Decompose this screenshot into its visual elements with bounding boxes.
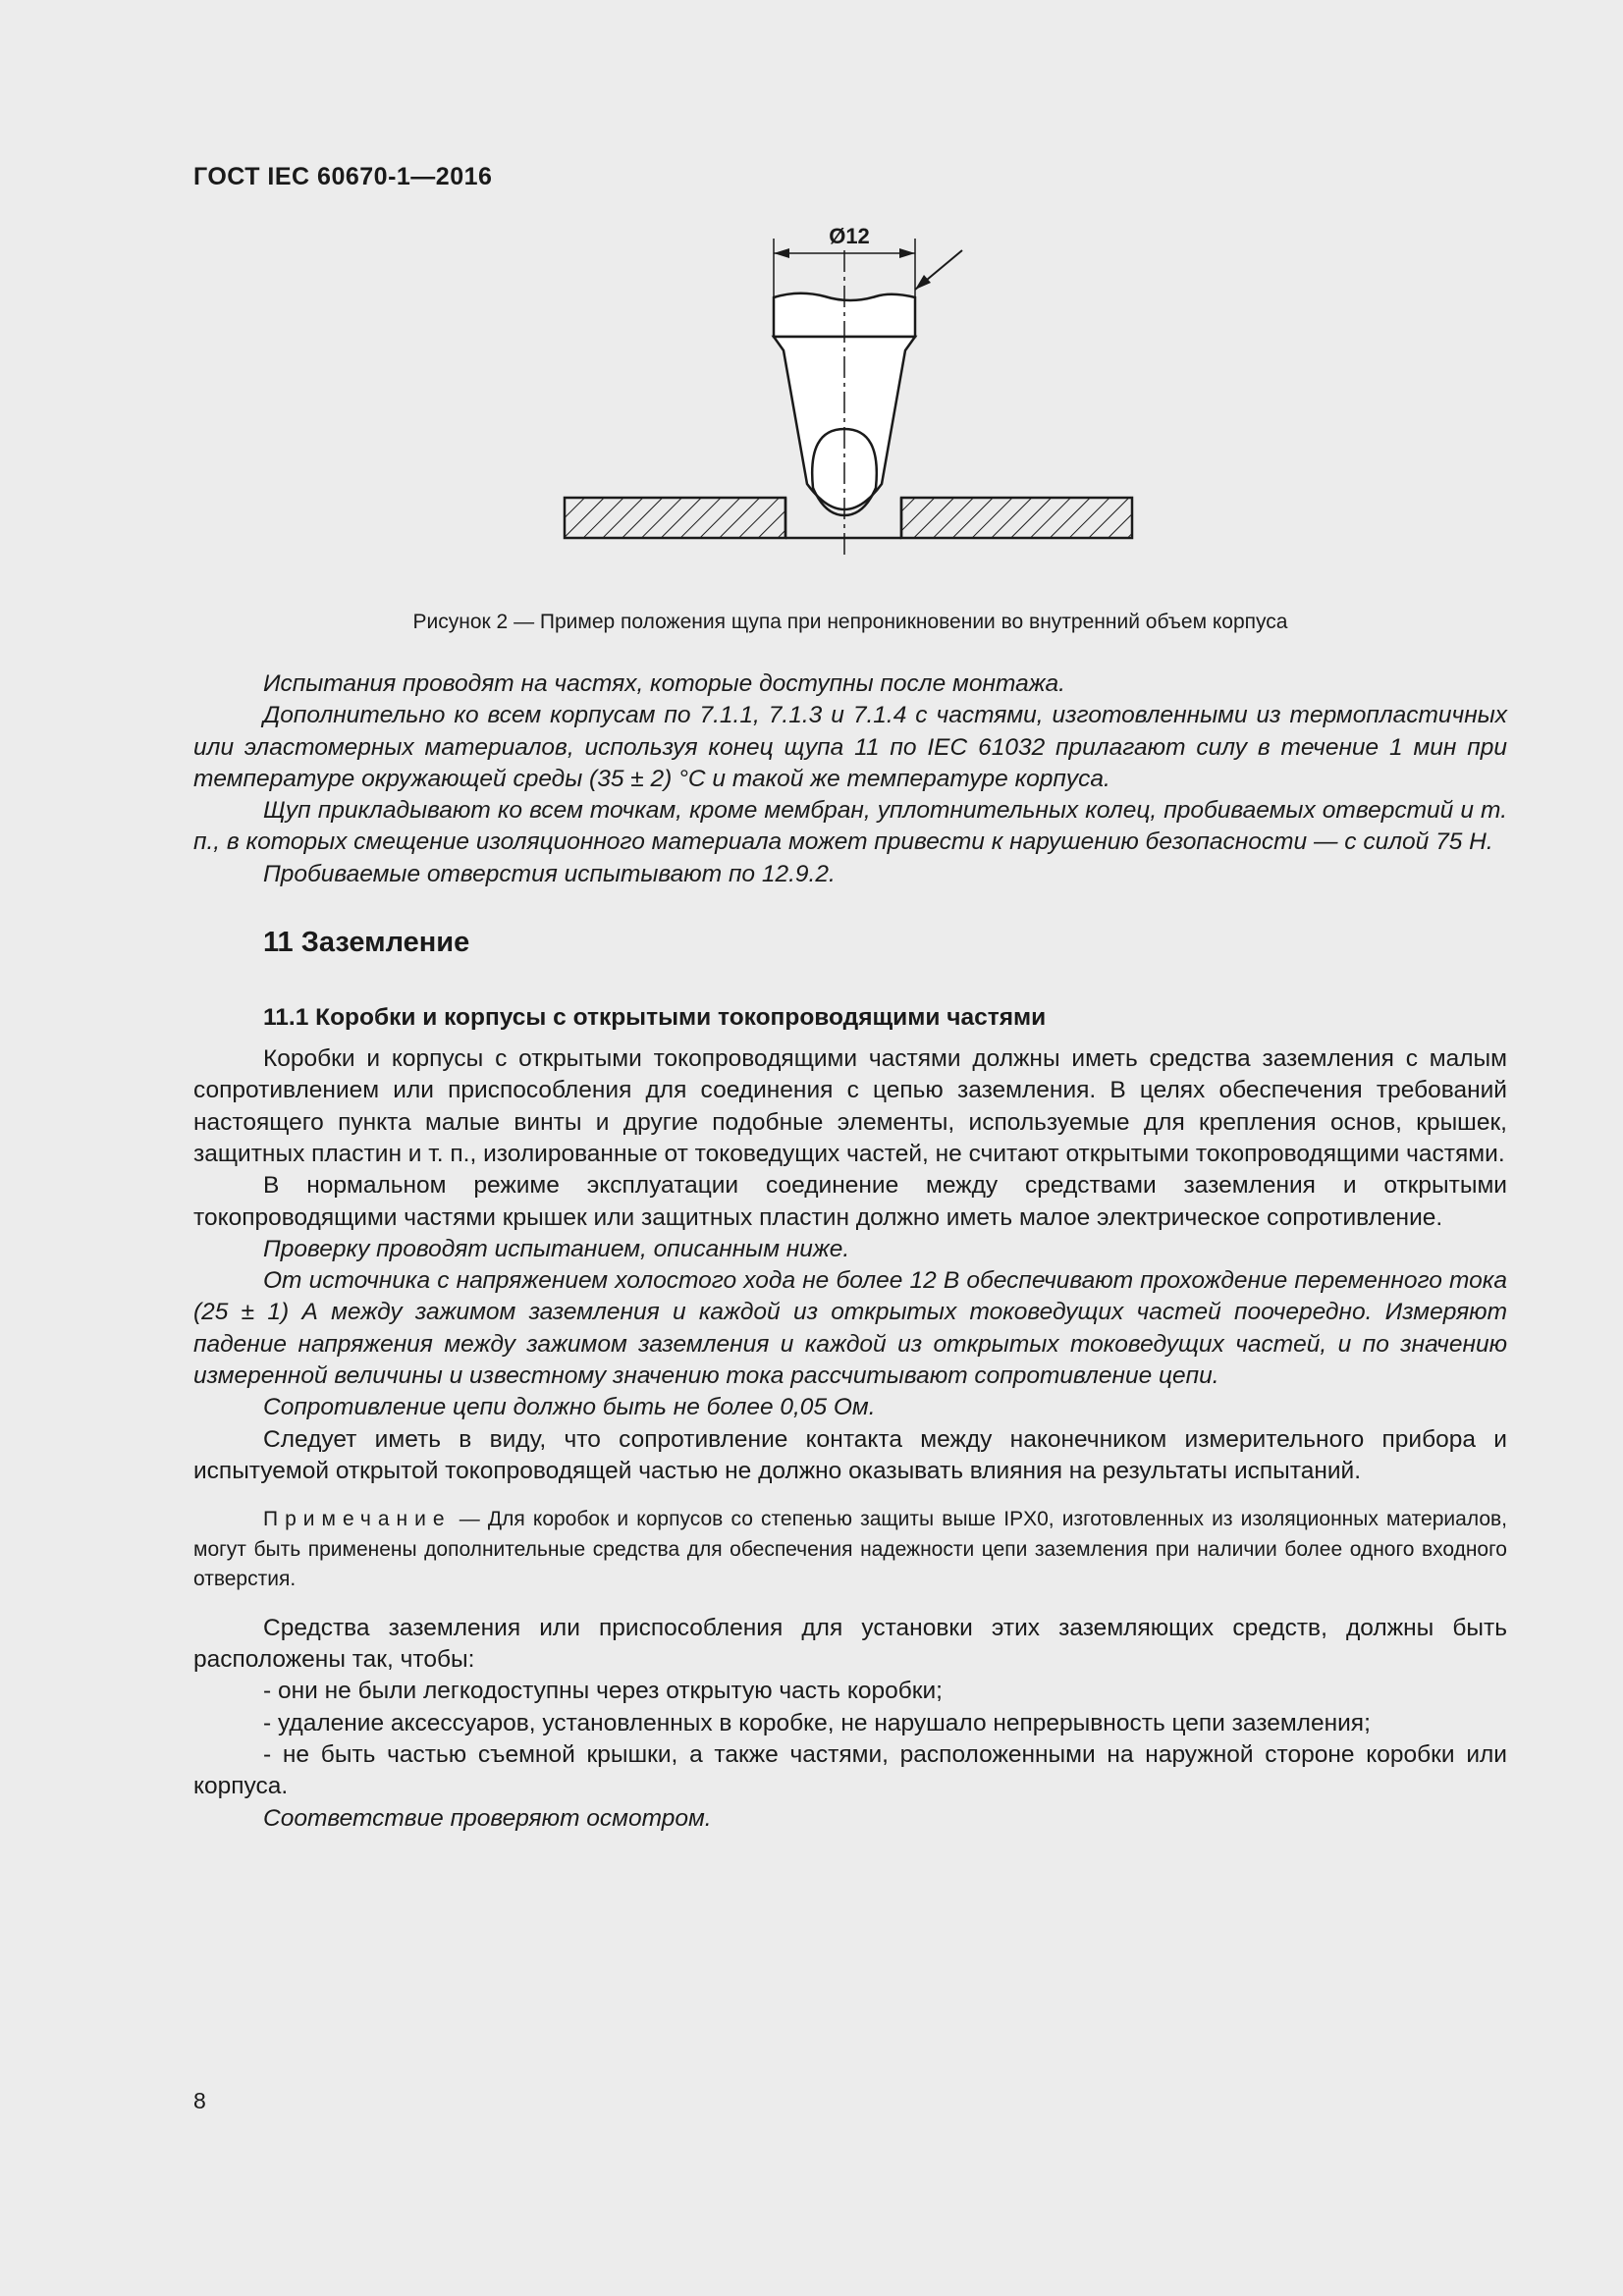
- paragraph: Следует иметь в виду, что сопротивление контакта между наконечником измерительного прибора и испытуемой открытой токопроводящей частью не должно оказывать влияния на результаты испытаний.: [193, 1425, 1507, 1484]
- main-text: [193, 668, 1507, 1835]
- paragraph: Сопротивление цепи должно быть не более 0,05 Ом.: [263, 1394, 876, 1421]
- paragraph: Испытания проводят на частях, которые доступны после монтажа.: [263, 670, 1065, 697]
- surface-right: [901, 498, 1132, 538]
- paragraph: Щуп прикладывают ко всем точкам, кроме мембран, уплотнительных колец, пробиваемых отверстий и т. п., в которых смещение изоляционного материала может привести к нарушению безопасности — с силой 75 Н.: [193, 797, 1507, 856]
- document-header: ГОСТ IEC 60670-1—2016: [193, 163, 493, 190]
- paragraph: Коробки и корпусы с открытыми токопроводящими частями должны иметь средства заземления с малым сопротивлением или приспособления для соединения с цепью заземления. В целях обеспечения требований настоящего пункта малые винты и другие подобные элементы, используемые для крепления основ, крышек, защитных пластин и т. п., изолированные от токоведущих частей, не считают открытыми токопроводящими частями.: [193, 1045, 1507, 1167]
- paragraph: Средства заземления или приспособления для установки этих заземляющих средств, должны быть расположены так, чтобы:: [193, 1614, 1507, 1674]
- paragraph: Проверку проводят испытанием, описанным ниже.: [263, 1235, 850, 1262]
- list-item: - они не были легкодоступны через открытую часть коробки;: [263, 1678, 943, 1705]
- list-item: - удаление аксессуаров, установленных в коробке, не нарушало непрерывность цепи заземления;: [263, 1709, 1371, 1736]
- probe-figure: [550, 221, 1159, 555]
- note: [193, 1505, 1507, 1595]
- list-item: - не быть частью съемной крышки, а также частями, расположенными на наружной стороне коробки или корпуса.: [193, 1740, 1507, 1800]
- surface-left: [565, 498, 785, 538]
- paragraph: В нормальном режиме эксплуатации соединение между средствами заземления и открытыми токопроводящими частями крышек или защитных пластин должно иметь малое электрическое сопротивление.: [193, 1172, 1507, 1231]
- subsection-title: 11.1 Коробки и корпусы с открытыми токопроводящими частями: [263, 1004, 1047, 1032]
- paragraph: Дополнительно ко всем корпусам по 7.1.1, 7.1.3 и 7.1.4 с частями, изготовленными из термопластичных или эластомерных материалов, используя конец щупа 11 по IEC 61032 прилагают силу в течение 1 мин при температуре окружающей среды (35 ± 2) °С и такой же температуре корпуса.: [193, 702, 1507, 792]
- section-title: 11 Заземление: [263, 927, 470, 959]
- paragraph: От источника с напряжением холостого хода не более 12 В обеспечивают прохождение переменного тока (25 ± 1) А между зажимом заземления и каждой из открытых токоведущих частей поочередно. Измеряют падение напряжения между зажимом заземления и каждой из открытых токоведущих частей, и по значению измеренной величины и известному значению тока рассчитывают сопротивление цепи.: [193, 1267, 1507, 1390]
- figure-caption: Рисунок 2 — Пример положения щупа при непроникновении во внутренний объем корпуса: [412, 611, 1288, 633]
- note-text: — Для коробок и корпусов со степенью защиты выше IPX0, изготовленных из изоляционных материалов, могут быть применены дополнительные средства для обеспечения надежности цепи заземления при наличии более одного входного отверстия.: [193, 1508, 1507, 1591]
- paragraph: Пробиваемые отверстия испытывают по 12.9.2.: [263, 860, 836, 887]
- dimension-label: Ø12: [829, 224, 870, 248]
- page-number: 8: [193, 2088, 206, 2113]
- note-label: Примечание: [263, 1508, 452, 1531]
- paragraph: Соответствие проверяют осмотром.: [263, 1804, 712, 1832]
